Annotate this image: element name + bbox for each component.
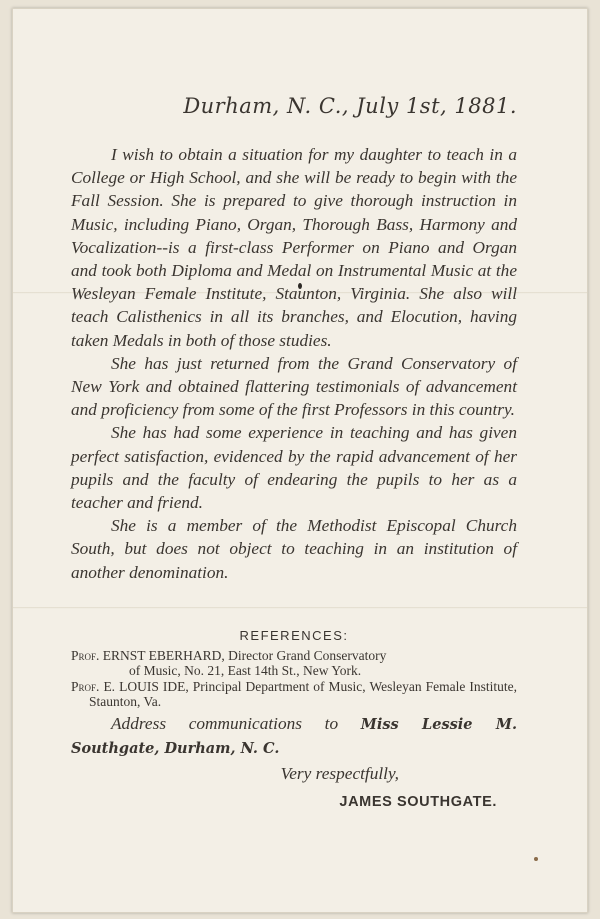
dateline: Durham, N. C., July 1st, 1881. (183, 94, 517, 118)
references-section (71, 628, 517, 710)
signature: JAMES SOUTHGATE. (339, 794, 497, 810)
valediction: Very respectfully, (280, 764, 399, 783)
address-line (71, 712, 517, 760)
closing-section (71, 712, 517, 814)
paper-fold (13, 607, 587, 609)
reference-detail-continued: of Music, No. 21, East 14th St., New York. (129, 663, 362, 678)
reference-title: Prof. (71, 647, 100, 663)
address-name: Miss Lessie M. Southgate, Durham, N. C. (71, 716, 518, 757)
references-heading: REFERENCES: (239, 628, 349, 643)
reference-title: Prof. (71, 678, 100, 694)
paragraph: She has just returned from the Grand Conservatory of New York and obtained flattering testimonials of advancement and proficiency from some of the first Professors in this country. (71, 353, 517, 420)
paragraph: I wish to obtain a situation for my daughter to teach in a College or High School, and she will be ready to begin with the Fall Session. She is prepared to give thorough instruction in Music, including Piano, Organ, Thorough Bass, Harmony and Vocalization--is a first-class Performer on Piano and Organ and took both Diploma and Medal on Instrumental Music at the Wesleyan Female Institute, Staunton, Virginia. She also will teach Calisthenics in all its branches, and Elocution, having taken Medals in both of those studies. (71, 145, 517, 350)
reference-detail: Principal Department of Music, Wesleyan Female Institute, Staunton, Va. (89, 678, 518, 709)
reference-name: E. LOUIS IDE, (103, 678, 189, 694)
paragraph: She is a member of the Methodist Episcopal Church South, but does not object to teaching in an institution of another denomination. (71, 516, 517, 582)
reference-detail: Director Grand Conservatory (228, 647, 387, 663)
paper-speck (534, 857, 538, 861)
reference-item (71, 648, 517, 679)
reference-name: ERNST EBERHARD, (102, 647, 225, 663)
address-prefix: Address communications to (111, 714, 339, 733)
paragraph: She has had some experience in teaching and has given perfect satisfaction, evidenced by the rapid advancement of her pupils and the faculty of endearing the pupils to her as a teacher and friend. (71, 423, 517, 513)
letter-body (71, 143, 517, 584)
reference-item (71, 679, 517, 710)
